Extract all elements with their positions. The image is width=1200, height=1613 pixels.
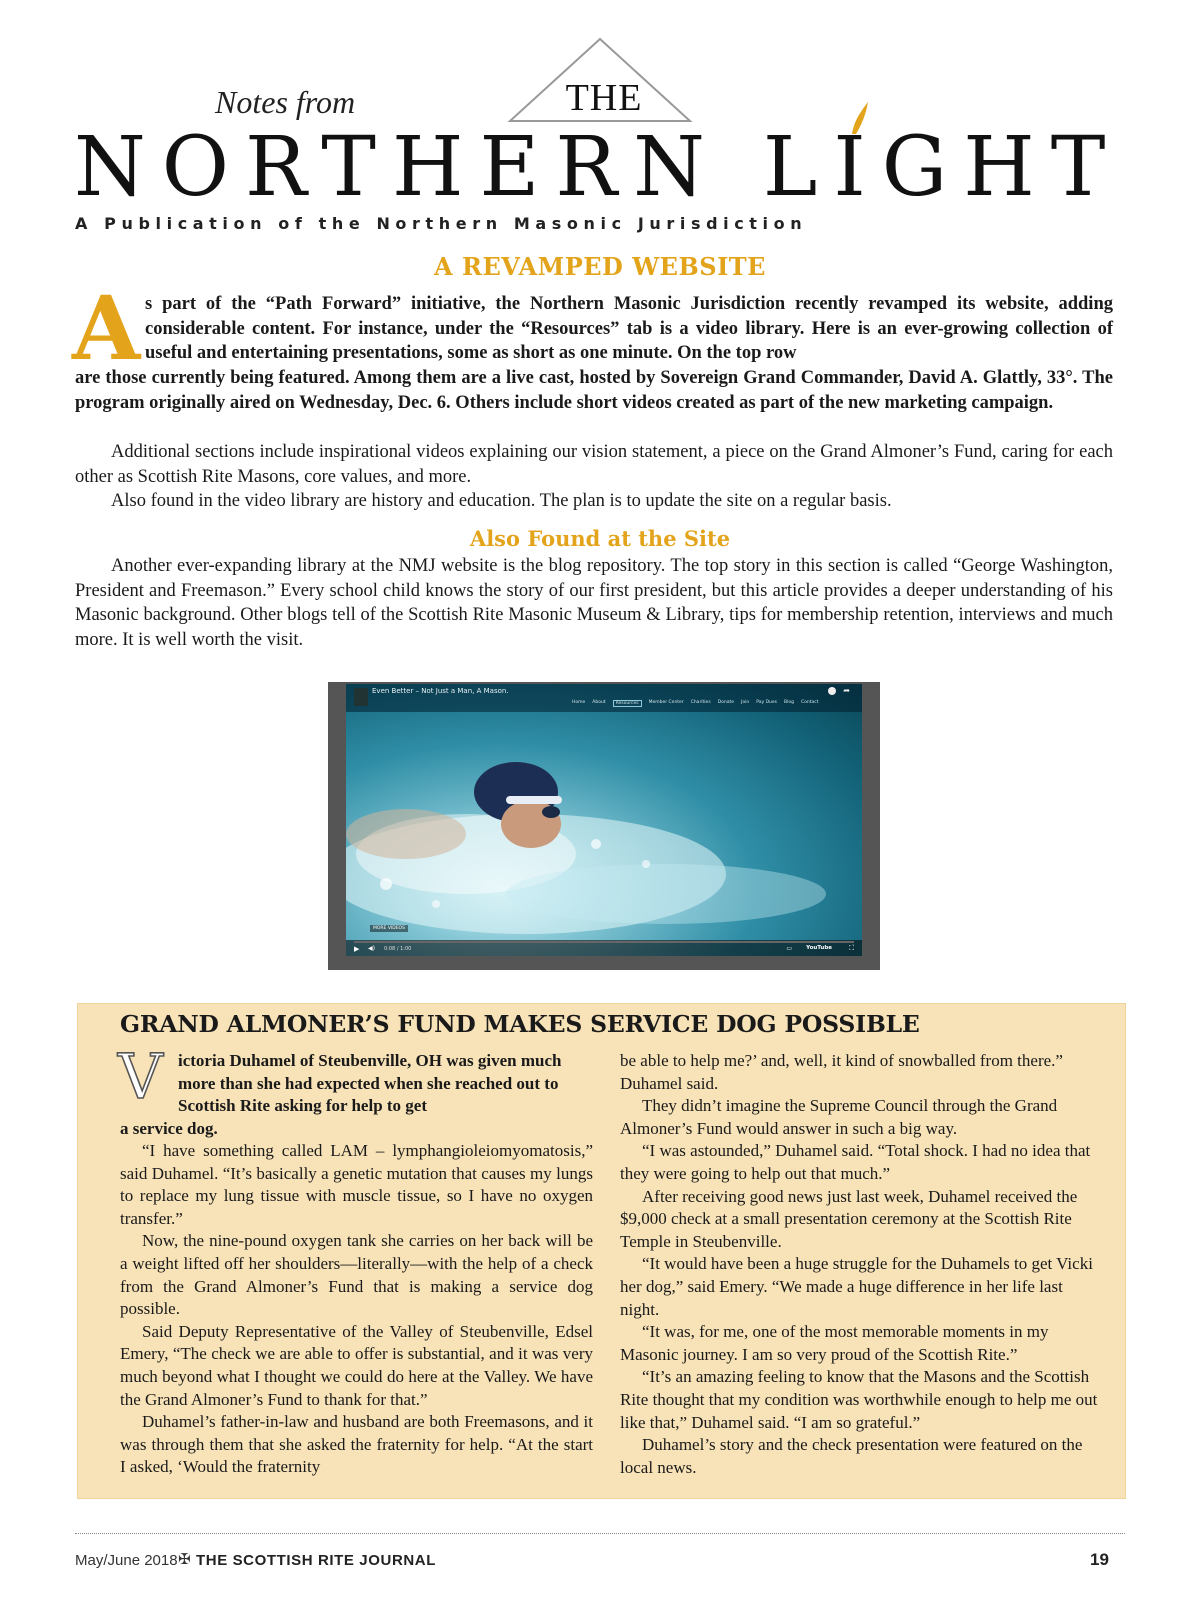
progress-bar — [354, 941, 854, 943]
box-paragraph: “It would have been a huge struggle for the Duhamels to get Vicki her dog,” said Emery. “We made a huge difference in her life last night. — [620, 1254, 1093, 1319]
footer-divider — [75, 1533, 1125, 1534]
fullscreen-icon: ⛶ — [849, 944, 854, 952]
box-paragraph: Duhamel’s father-in-law and husband are both Freemasons, and it was through them that she asked the fraternity for help. “At the start I asked, ‘Would the fraternity — [120, 1412, 593, 1477]
youtube-logo: YouTube — [806, 945, 832, 951]
article-paragraph: Additional sections include inspirational videos explaining our vision statement, a piece on the Grand Almoner’s Fund, caring for each other as Scottish Rite Masons, core values, and more. — [75, 442, 1113, 487]
masthead-subtitle: A Publication of the Northern Masonic Jurisdiction — [75, 214, 808, 233]
video-top-bar — [346, 684, 862, 712]
video-controls — [346, 940, 862, 956]
menu-item-blog: Blog — [784, 700, 794, 705]
site-menu — [572, 700, 819, 707]
menu-item-about: About — [592, 700, 606, 705]
box-paragraph: Duhamel’s story and the check presentation were featured on the local news. — [620, 1435, 1083, 1477]
menu-item-home: Home — [572, 700, 586, 705]
play-icon: ▶ — [354, 945, 360, 953]
captions-icon: ▭ — [786, 945, 792, 952]
masthead-title: NORTHERN LIGHT — [74, 120, 1122, 215]
box-paragraph: Now, the nine-pound oxygen tank she carries on her back will be a weight lifted off her shoulders—literally—with the help of a check from the Grand Almoner’s Fund that is making a service dog possible. — [120, 1231, 593, 1319]
menu-item-contact: Contact — [800, 700, 819, 705]
article-headline: A REVAMPED WEBSITE — [434, 252, 766, 281]
page-number: 19 — [1090, 1550, 1109, 1569]
box-paragraph: “I was astounded,” Duhamel said. “Total shock. I had no idea that they were going to help out that much.” — [620, 1141, 1091, 1183]
video-title: Even Better – Not Just a Man, A Mason. — [372, 687, 509, 695]
video-screenshot — [328, 682, 880, 970]
box-paragraph-continued: be able to help me?’ and, well, it kind of snowballed from there.” Duhamel said. — [620, 1051, 1063, 1093]
box-lead-end: a service dog. — [120, 1119, 218, 1138]
video-time: 0:08 / 1:00 — [384, 946, 412, 952]
box-paragraph: “I have something called LAM – lymphangioleiomyomatosis,” said Duhamel. “It’s basically a genetic mutation that causes my lungs to replace my lung tissue with muscle tissue, so I have no oxygen transfer.” — [120, 1141, 593, 1228]
menu-item-pay-dues: Pay Dues — [756, 700, 778, 705]
menu-item-member-center: Member Center — [648, 700, 684, 705]
article-paragraph: Also found in the video library are history and education. The plan is to update the site on a regular basis. — [111, 491, 892, 511]
article-lead-part1: s part of the “Path Forward” initiative, the Northern Masonic Jurisdiction recently revamped its website, adding considerable content. For instance, under the “Resources” tab is a video library. Here is an ever-growing collection of useful and entertaining presentations, some as short as one minute. On the top row — [145, 294, 1113, 364]
menu-item-resources: Resources — [613, 700, 642, 707]
watch-later-icon — [828, 687, 836, 695]
share-icon: ➦ — [843, 686, 850, 695]
box-column-right — [620, 1050, 1100, 1479]
flame-icon — [850, 100, 870, 136]
masthead-notes-from: Notes from — [215, 84, 356, 120]
article-lead-part2: are those currently being featured. Among them are a live cast, hosted by Sovereign Grand Commander, David A. Glattly, 33°. The program originally aired on Wednesday, Dec. 6. Others include short videos created as part of the new marketing campaign. — [75, 368, 1113, 413]
box-paragraph: After receiving good news just last week, Duhamel received the $9,000 check at a small presentation ceremony at the Scottish Rite Temple in Steubenville. — [620, 1186, 1078, 1251]
more-videos-label: MORE VIDEOS — [370, 925, 408, 932]
cross-icon: ✠ — [178, 1550, 191, 1568]
menu-item-charities: Charities — [690, 700, 711, 705]
footer-issue-date: May/June 2018 — [75, 1552, 178, 1569]
box-column-left — [120, 1140, 593, 1479]
article-drop-cap: A — [72, 276, 141, 380]
article-paragraph: Another ever-expanding library at the NMJ website is the blog repository. The top story in this section is called “George Washington, President and Freemason.” Every school child knows the story of our first president, but this article provides a deeper understanding of his Masonic background. Other blogs tell of the Scottish Rite Masonic Museum & Library, tips for membership retention, interviews and much more. It is well worth the visit. — [75, 556, 1113, 650]
box-headline: GRAND ALMONER’S FUND MAKES SERVICE DOG POSSIBLE — [120, 1010, 920, 1038]
video-frame — [346, 684, 862, 956]
box-paragraph: “It was, for me, one of the most memorable moments in my Masonic journey. I am so very proud of the Scottish Rite.” — [620, 1322, 1049, 1364]
box-paragraph: Said Deputy Representative of the Valley of Steubenville, Edsel Emery, “The check we are able to offer is substantial, and it was very much beyond what I thought we could do here at the Valley. We have the Grand Almoner’s Fund to thank for that.” — [120, 1321, 593, 1409]
menu-item-join: Join — [741, 700, 750, 705]
masthead-the: THE — [565, 77, 643, 119]
swimmer-illustration — [346, 684, 862, 956]
article-subhead: Also Found at the Site — [469, 526, 731, 551]
box-paragraph: They didn’t imagine the Supreme Council through the Grand Almoner’s Fund would answer in such a big way. — [620, 1096, 1058, 1138]
menu-item-donate: Donate — [717, 700, 735, 705]
volume-icon: ◀) — [368, 945, 375, 952]
box-drop-cap: V — [118, 1040, 163, 1113]
site-logo-icon — [354, 688, 368, 706]
box-lead: ictoria Duhamel of Steubenville, OH was given much more than she had expected when she reached out to Scottish Rite asking for help to get — [178, 1051, 562, 1116]
box-paragraph: “It’s an amazing feeling to know that the Masons and the Scottish Rite thought that my condition was worthwhile enough to help me out like that,” Duhamel said. “I am so grateful.” — [620, 1367, 1098, 1432]
footer-journal-name: THE SCOTTISH RITE JOURNAL — [196, 1552, 437, 1569]
